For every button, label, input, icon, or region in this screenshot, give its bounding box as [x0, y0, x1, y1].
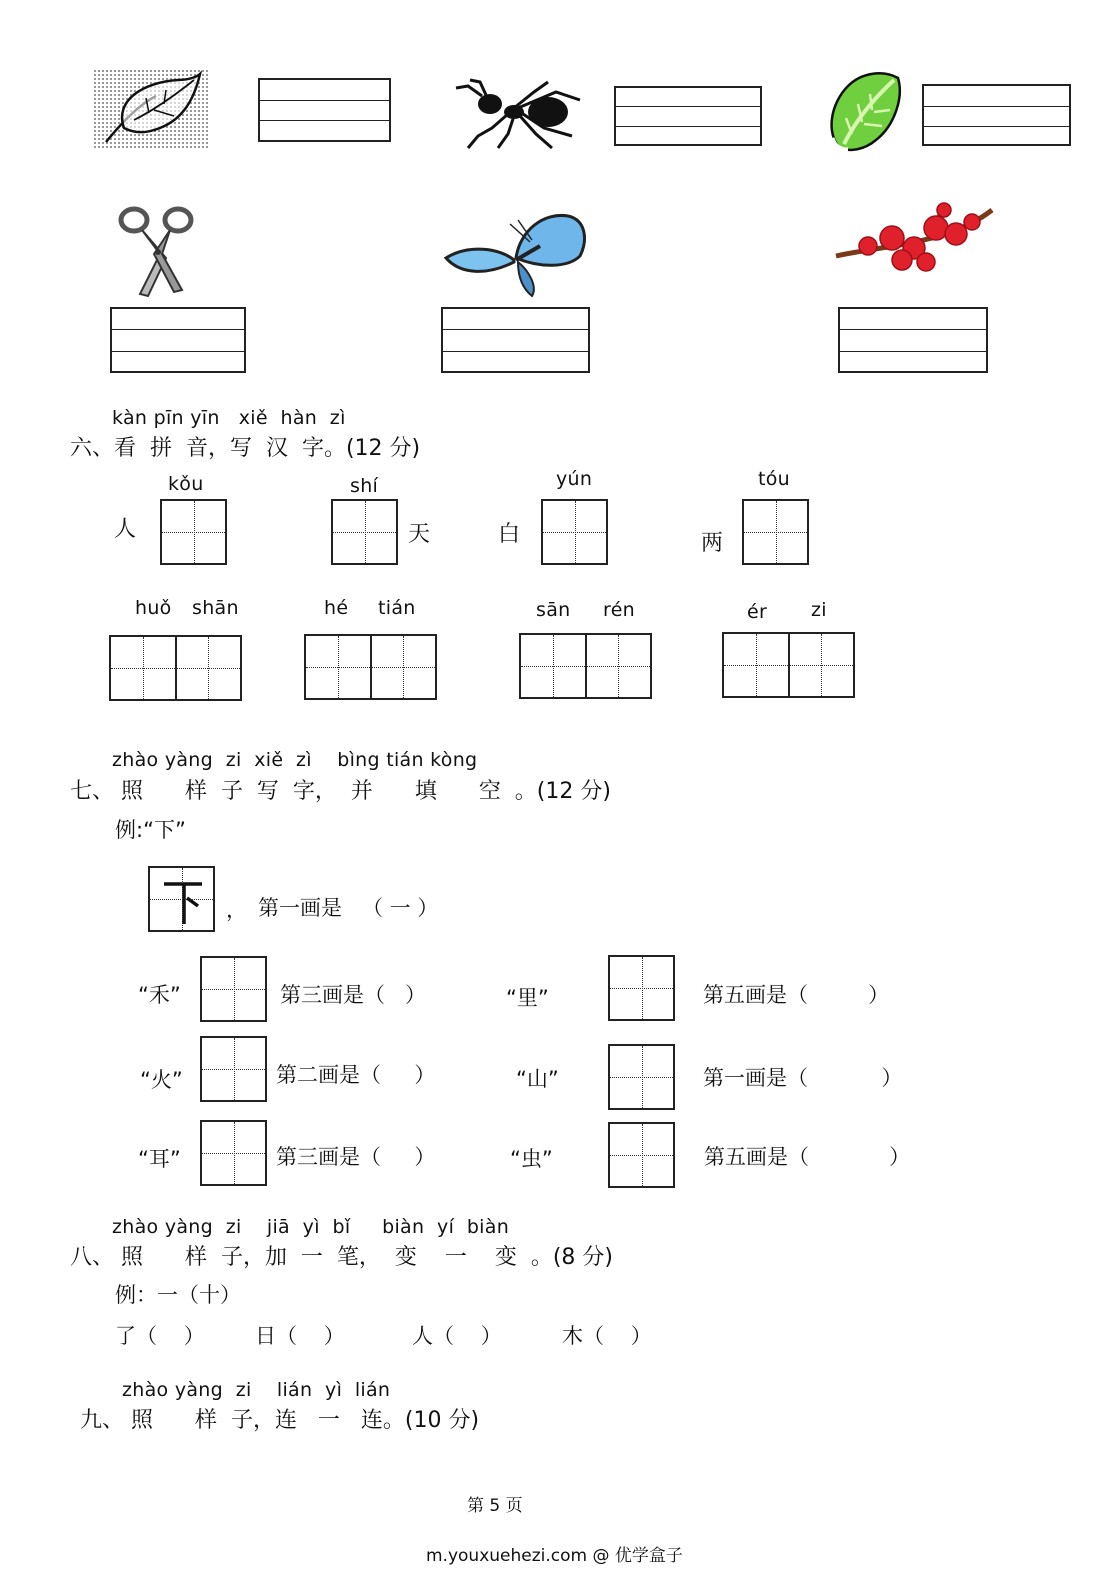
tianzige-double-cell[interactable] [519, 633, 652, 699]
example-answer: 第一画是 （ 一 ） [258, 896, 439, 920]
pinyin-label: tóu [758, 468, 791, 490]
pinyin-label: tián [378, 597, 416, 619]
add-stroke-item[interactable]: 木（ ） [562, 1324, 652, 1348]
tianzige-cell[interactable] [541, 499, 608, 565]
pinyin-label: shān [192, 597, 239, 619]
section9-title: 九、 照 样 子，连 一 连。(10 分) [80, 1408, 480, 1433]
stroke-question-char: “里” [506, 986, 549, 1010]
tianzige-double-cell[interactable] [304, 634, 437, 700]
pinyin-label: ér [747, 601, 768, 623]
pinyin-writing-lines[interactable] [922, 84, 1071, 146]
example-comma: ， [226, 898, 247, 922]
leaf-icon [94, 70, 210, 150]
tianzige-double-cell[interactable] [722, 632, 855, 698]
tianzige-cell[interactable] [200, 956, 267, 1022]
given-character: 天 [408, 522, 431, 547]
add-stroke-item[interactable]: 日（ ） [255, 1324, 345, 1348]
example-stroke-icon [160, 874, 206, 926]
given-character: 两 [701, 531, 724, 556]
pinyin-label: hé [324, 597, 349, 619]
example-tianzige-cell [148, 866, 215, 932]
stroke-question-text[interactable]: 第五画是（ ） [704, 1145, 911, 1169]
stroke-question-char: “火” [140, 1068, 183, 1092]
tianzige-cell[interactable] [608, 1122, 675, 1188]
stroke-question-char: “山” [516, 1067, 559, 1091]
pinyin-label: shí [350, 475, 379, 497]
page-number: 第 5 页 [467, 1496, 523, 1516]
tianzige-cell[interactable] [200, 1120, 267, 1186]
stroke-question-text[interactable]: 第三画是（ ） [280, 983, 427, 1007]
tianzige-cell[interactable] [742, 499, 809, 565]
given-character: 白 [498, 522, 521, 547]
stroke-question-text[interactable]: 第三画是（ ） [276, 1145, 436, 1169]
section7-title: 七、 照 样 子 写 字， 并 填 空 。(12 分) [70, 779, 611, 804]
pinyin-label: yún [556, 468, 593, 490]
pinyin-writing-lines[interactable] [110, 307, 246, 373]
stroke-question-char: “禾” [138, 983, 181, 1007]
stroke-question-char: “虫” [510, 1147, 553, 1171]
add-stroke-item[interactable]: 人（ ） [412, 1324, 502, 1348]
stroke-question-text[interactable]: 第二画是（ ） [276, 1063, 436, 1087]
section8-title: 八、 照 样 子，加 一 笔， 变 一 变 。(8 分) [70, 1245, 613, 1270]
site-credit[interactable]: m.youxuehezi.com @ 优学盒子 [426, 1546, 683, 1566]
butterfly-icon [440, 210, 590, 298]
section6-pinyin: kàn pīn yīn xiě hàn zì [112, 407, 346, 429]
pinyin-writing-lines[interactable] [838, 307, 988, 373]
section9-pinyin: zhào yàng zi lián yì lián [122, 1379, 391, 1401]
tianzige-double-cell[interactable] [109, 635, 242, 701]
pinyin-label: rén [603, 599, 636, 621]
example-label: 例:“下” [115, 818, 186, 842]
pinyin-label: sān [536, 599, 571, 621]
pinyin-writing-lines[interactable] [441, 307, 590, 373]
section6-title: 六、看 拼 音，写 汉 字。(12 分) [70, 436, 421, 461]
tianzige-cell[interactable] [160, 499, 227, 565]
ant-icon [452, 78, 586, 152]
tianzige-cell[interactable] [200, 1036, 267, 1102]
given-character: 人 [114, 517, 137, 542]
section7-pinyin: zhào yàng zi xiě zì bìng tián kòng [112, 749, 478, 771]
section8-pinyin: zhào yàng zi jiā yì bǐ biàn yí biàn [112, 1216, 510, 1238]
plum-blossom-icon [832, 198, 996, 278]
cabbage-icon [824, 68, 906, 152]
pinyin-label: huǒ [135, 597, 172, 619]
pinyin-writing-lines[interactable] [258, 78, 391, 142]
tianzige-cell[interactable] [331, 499, 398, 565]
add-stroke-item[interactable]: 了（ ） [115, 1324, 205, 1348]
tianzige-cell[interactable] [608, 955, 675, 1021]
pinyin-label: kǒu [168, 473, 204, 495]
scissors-icon [116, 204, 200, 298]
pinyin-label: zi [811, 599, 827, 621]
stroke-question-char: “耳” [138, 1147, 181, 1171]
stroke-question-text[interactable]: 第一画是（ ） [703, 1066, 903, 1090]
pinyin-writing-lines[interactable] [614, 86, 762, 146]
tianzige-cell[interactable] [608, 1044, 675, 1110]
stroke-question-text[interactable]: 第五画是（ ） [703, 983, 890, 1007]
section8-example: 例：一（十） [115, 1283, 241, 1307]
